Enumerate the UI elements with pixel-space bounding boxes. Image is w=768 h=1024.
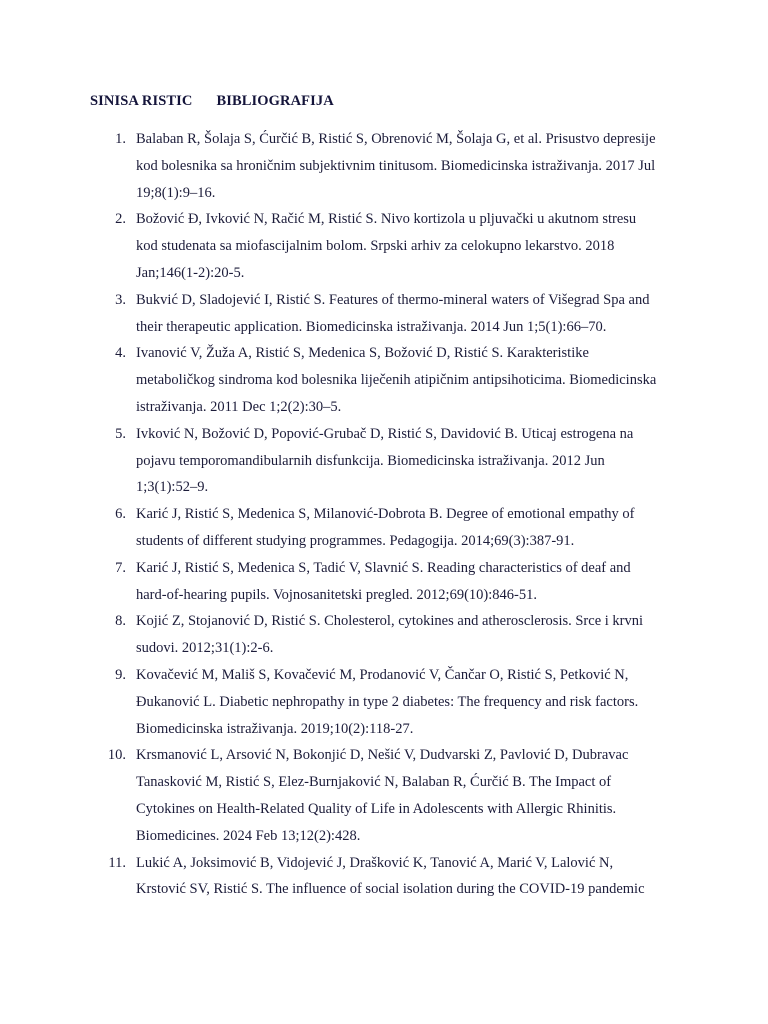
reference-text-line: Krsmanović L, Arsović N, Bokonjić D, Nešić V, Dudvarski Z, Pavlović D, Dubravac <box>136 747 629 764</box>
reference-number: 3. <box>115 291 126 308</box>
reference-number: 4. <box>115 345 126 362</box>
reference-text-line: pojavu temporomandibularnih disfunkcija. Biomedicinska istraživanja. 2012 Jun <box>136 452 605 469</box>
reference-text-line: Bukvić D, Sladojević I, Ristić S. Features of thermo-mineral waters of Višegrad Spa and <box>136 291 650 308</box>
reference-item <box>0 850 682 904</box>
reference-text-line: metaboličkog sindroma kod bolesnika liječenih atipičnim antipsihoticima. Biomedicinska <box>136 372 657 389</box>
reference-text-line: istraživanja. 2011 Dec 1;2(2):30–5. <box>136 398 342 415</box>
reference-item <box>0 126 682 206</box>
reference-text-line: sudovi. 2012;31(1):2-6. <box>136 640 274 657</box>
reference-text-line: their therapeutic application. Biomedicinska istraživanja. 2014 Jun 1;5(1):66–70. <box>136 318 607 335</box>
bibliography-list <box>0 126 768 903</box>
reference-text-line: Jan;146(1-2):20-5. <box>136 264 245 281</box>
author-name: SINISA RISTIC <box>90 93 193 109</box>
reference-item <box>0 555 682 609</box>
reference-text-line: Lukić A, Joksimović B, Vidojević J, Drašković K, Tanović A, Marić V, Lalović N, <box>136 854 614 871</box>
reference-text-line: Karić J, Ristić S, Medenica S, Milanović-Dobrota B. Degree of emotional empathy of <box>136 506 635 523</box>
reference-number: 10. <box>107 747 126 764</box>
reference-text-line: kod bolesnika sa hroničnim subjektivnim tinitusom. Biomedicinska istraživanja. 2017 Jul <box>136 157 656 174</box>
reference-item <box>0 340 682 420</box>
reference-text-line: Ivković N, Božović D, Popović-Grubač D, Ristić S, Davidović B. Uticaj estrogena na <box>136 425 634 442</box>
reference-text-line: Ivanović V, Žuža A, Ristić S, Medenica S, Božović D, Ristić S. Karakteristike <box>136 345 589 362</box>
reference-item <box>0 287 682 341</box>
reference-text-line: students of different studying programmes. Pedagogija. 2014;69(3):387-91. <box>136 532 575 549</box>
reference-text-line: 1;3(1):52–9. <box>136 479 209 496</box>
reference-text-line: Balaban R, Šolaja S, Ćurčić B, Ristić S, Obrenović M, Šolaja G, et al. Prisustvo depresije <box>136 131 656 147</box>
reference-number: 1. <box>115 131 126 147</box>
reference-text-line: Božović Đ, Ivković N, Račić M, Ristić S. Nivo kortizola u pljuvački u akutnom stresu <box>136 211 637 228</box>
reference-item <box>0 608 682 662</box>
reference-text-line: Biomedicinska istraživanja. 2019;10(2):118-27. <box>136 720 414 737</box>
reference-text-line: Cytokines on Health-Related Quality of Life in Adolescents with Allergic Rhinitis. <box>136 800 617 817</box>
reference-item <box>0 206 682 286</box>
reference-text-line: Kovačević M, Mališ S, Kovačević M, Prodanović V, Čančar O, Ristić S, Petković N, <box>136 666 629 683</box>
document-heading <box>90 93 334 110</box>
reference-number: 11. <box>108 854 126 871</box>
reference-text-line: Karić J, Ristić S, Medenica S, Tadić V, Slavnić S. Reading characteristics of deaf and <box>136 559 631 576</box>
reference-number: 8. <box>115 613 126 630</box>
reference-text-line: Kojić Z, Stojanović D, Ristić S. Cholesterol, cytokines and atherosclerosis. Srce i krvni <box>136 613 644 630</box>
reference-number: 7. <box>115 559 126 576</box>
reference-item <box>0 662 682 742</box>
reference-number: 6. <box>115 506 126 523</box>
reference-number: 9. <box>115 666 126 683</box>
reference-text-line: kod studenata sa miofascijalnim bolom. Srpski arhiv za celokupno lekarstvo. 2018 <box>136 238 615 255</box>
reference-item <box>0 501 682 555</box>
reference-text-line: Tanasković M, Ristić S, Elez-Burnjaković N, Balaban R, Ćurčić B. The Impact of <box>136 774 612 791</box>
reference-text-line: Krstović SV, Ristić S. The influence of social isolation during the COVID-19 pandemic <box>136 881 645 898</box>
reference-number: 5. <box>115 425 126 442</box>
reference-text-line: hard-of-hearing pupils. Vojnosanitetski pregled. 2012;69(10):846-51. <box>136 586 537 603</box>
reference-text-line: Đukanović L. Diabetic nephropathy in type 2 diabetes: The frequency and risk factors. <box>136 693 639 710</box>
reference-text-line: Biomedicines. 2024 Feb 13;12(2):428. <box>136 827 361 844</box>
document-title: BIBLIOGRAFIJA <box>216 93 334 109</box>
reference-text-line: 19;8(1):9–16. <box>136 184 216 201</box>
reference-number: 2. <box>115 211 126 228</box>
reference-item <box>0 742 682 849</box>
reference-item <box>0 421 682 501</box>
